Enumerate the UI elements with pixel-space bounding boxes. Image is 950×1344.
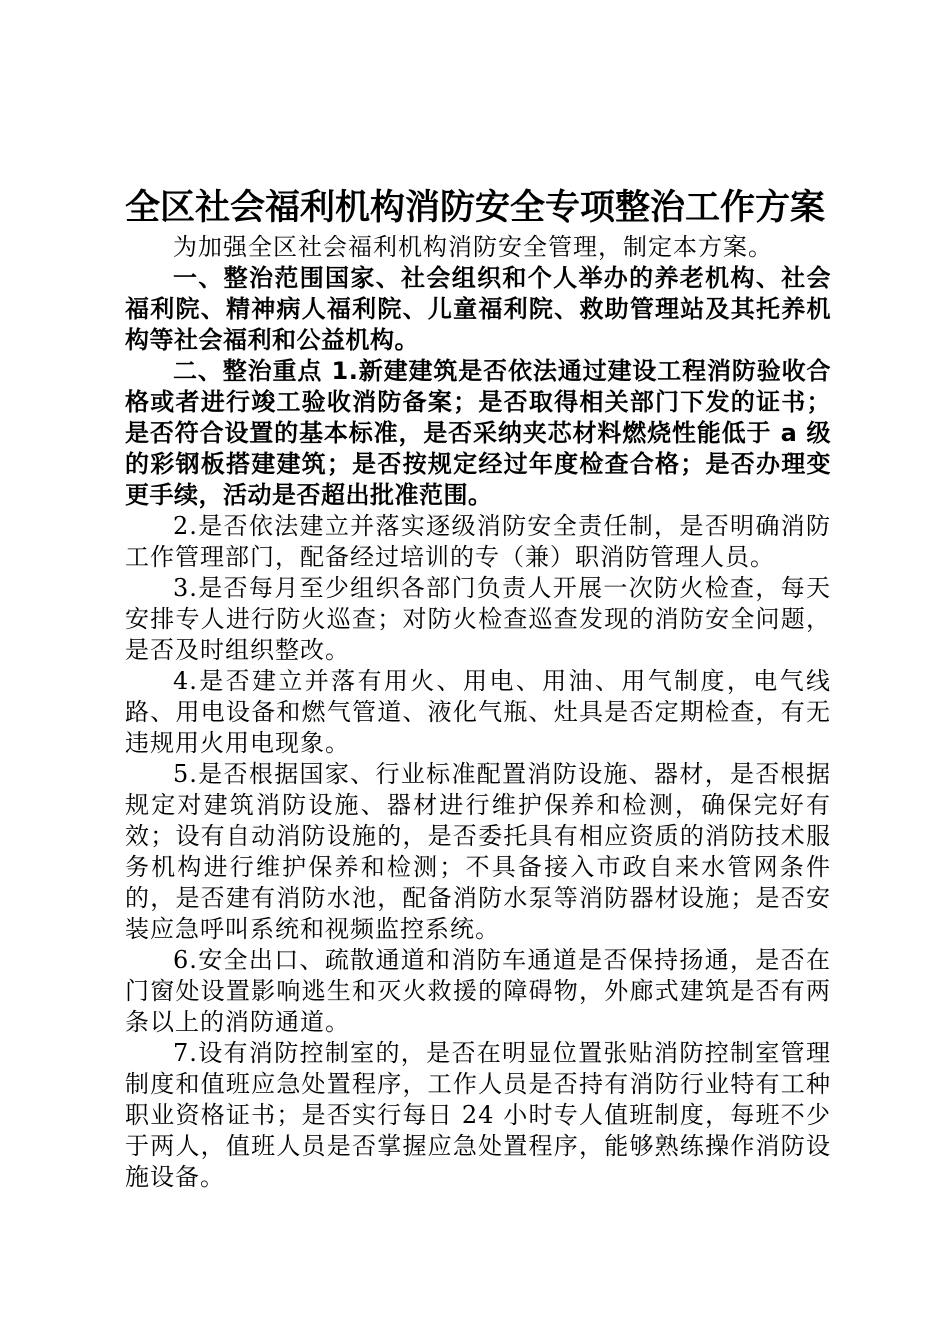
document-body xyxy=(125,232,831,1193)
item-paragraph-2: 2.是否依法建立并落实逐级消防安全责任制，是否明确消防工作管理部门，配备经过培训的专（兼）职消防管理人员。 xyxy=(125,512,831,571)
item-paragraph-4: 4.是否建立并落有用火、用电、用油、用气制度，电气线路、用电设备和燃气管道、液化气瓶、灶具是否定期检查，有无违规用火用电现象。 xyxy=(125,667,831,757)
item-paragraph-6: 6.安全出口、疏散通道和消防车通道是否保持扬通，是否在门窗处设置影响逃生和灭火救援的障碍物，外廊式建筑是否有两条以上的消防通道。 xyxy=(125,946,831,1036)
section-one-paragraph: 一、整治范围国家、社会组织和个人举办的养老机构、社会福利院、精神病人福利院、儿童福利院、救助管理站及其托养机构等社会福利和公益机构。 xyxy=(125,264,831,354)
item-paragraph-5: 5.是否根据国家、行业标准配置消防设施、器材，是否根据规定对建筑消防设施、器材进行维护保养和检测，确保完好有效；设有自动消防设施的，是否委托具有相应资质的消防技术服务机构进行维护保养和检测；不具备接入市政自来水管网条件的，是否建有消防水池，配备消防水泵等消防器材设施；是否安装应急呼叫系统和视频监控系统。 xyxy=(125,760,831,943)
item-paragraph-3: 3.是否每月至少组织各部门负责人开展一次防火检查，每天安排专人进行防火巡查；对防火检查巡查发现的消防安全问题，是否及时组织整改。 xyxy=(125,574,831,664)
intro-paragraph: 为加强全区社会福利机构消防安全管理，制定本方案。 xyxy=(173,233,773,261)
document-title: 全区社会福利机构消防安全专项整治工作方案 xyxy=(125,188,826,228)
item-paragraph-7: 7.设有消防控制室的，是否在明显位置张贴消防控制室管理制度和值班应急处置程序，工作人员是否持有消防行业特有工种职业资格证书；是否实行每日 24 小时专人值班制度，每班不少于两人，值班人员是否掌握应急处置程序，能够熟练操作消防设施设备。 xyxy=(125,1039,831,1191)
section-two-paragraph: 二、整治重点 1.新建建筑是否依法通过建设工程消防验收合格或者进行竣工验收消防备案；是否取得相关部门下发的证书；是否符合设置的基本标准，是否采纳夹芯材料燃烧性能低于 a 级的彩钢板搭建建筑；是否按规定经过年度检查合格；是否办理变更手续，活动是否超出批准范围。 xyxy=(125,357,831,509)
